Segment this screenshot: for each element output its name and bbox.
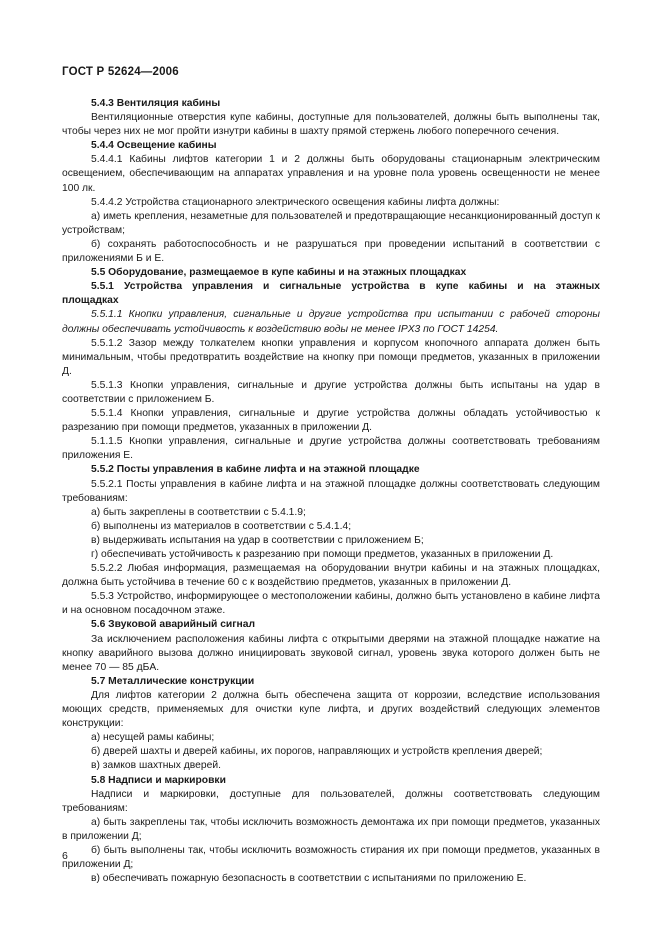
- paragraph: а) быть закреплены в соответствии с 5.4.1.9;: [91, 506, 306, 518]
- paragraph: б) дверей шахты и дверей кабины, их порогов, направляющих и устройств крепления дверей;: [91, 746, 543, 758]
- paragraph: б) выполнены из материалов в соответствии с 5.4.1.4;: [91, 520, 352, 532]
- section-heading: 5.6 Звуковой аварийный сигнал: [91, 619, 256, 631]
- document-header: ГОСТ Р 52624—2006: [62, 66, 179, 78]
- section-heading: 5.5 Оборудование, размещаемое в купе кабины и на этажных площадках: [91, 267, 467, 279]
- paragraph: Надписи и маркировки, доступные для пользователей, должны соответствовать следующим требованиям:: [62, 788, 600, 814]
- section-heading: 5.8 Надписи и маркировки: [91, 774, 226, 786]
- paragraph: 5.5.1.1 Кнопки управления, сигнальные и другие устройства при испытании с рабочей стороны должны обеспечивать устойчивость к воздействию воды не менее IPX3 по ГОСТ 14254.: [62, 309, 600, 335]
- section-heading: 5.7 Металлические конструкции: [91, 675, 255, 687]
- paragraph: 5.5.1.3 Кнопки управления, сигнальные и другие устройства должны быть испытаны на удар в соответствии с приложением Б.: [62, 379, 600, 405]
- paragraph: 5.5.1.2 Зазор между толкателем кнопки управления и корпусом кнопочного аппарата должен быть минимальным, чтобы предотвратить воздействие на кнопку при помощи предметов, указанных в приложении Д.: [62, 337, 600, 377]
- section-heading: 5.5.1 Устройства управления и сигнальные устройства в купе кабины и на этажных площадках: [62, 281, 600, 307]
- section-heading: 5.5.2 Посты управления в кабине лифта и на этажной площадке: [91, 464, 420, 476]
- paragraph: 5.5.1.4 Кнопки управления, сигнальные и другие устройства должны обладать устойчивостью к разрезанию при помощи предметов, указанных в приложении Д.: [62, 408, 600, 434]
- section-heading: 5.4.4 Освещение кабины: [91, 140, 217, 152]
- paragraph: 5.4.4.2 Устройства стационарного электрического освещения кабины лифта должны:: [91, 196, 500, 208]
- paragraph: Для лифтов категории 2 должна быть обеспечена защита от коррозии, вследствие использования моющих средств, применяемых для очистки купе лифта, и других воздействий следующих элементов конструкции:: [62, 689, 600, 730]
- paragraph: г) обеспечивать устойчивость к разрезанию при помощи предметов, указанных в приложении Д.: [91, 549, 554, 560]
- paragraph: в) замков шахтных дверей.: [91, 760, 221, 772]
- paragraph: 5.5.2.1 Посты управления в кабине лифта и на этажной площадке должны соответствовать следующим требованиям:: [62, 478, 600, 504]
- page-number: 6: [62, 850, 68, 862]
- paragraph: а) иметь крепления, незаметные для пользователей и предотвращающие несанкционированный доступ к устройствам;: [62, 210, 600, 236]
- paragraph: 5.4.4.1 Кабины лифтов категории 1 и 2 должны быть оборудованы стационарным электрическим освещением, обеспечивающим на аппаратах управления и на уровне пола уровень освещенности не менее 100 лк.: [62, 154, 600, 194]
- paragraph: Вентиляционные отверстия купе кабины, доступные для пользователей, должны быть выполнены так, чтобы через них не мог пройти изнутри кабины в шахту прямой стержень любого поперечного сечения.: [62, 112, 600, 138]
- paragraph: 5.5.3 Устройство, информирующее о местоположении кабины, должно быть установлено в кабине лифта и на основном посадочном этаже.: [62, 591, 600, 617]
- paragraph: 5.1.1.5 Кнопки управления, сигнальные и другие устройства должны соответствовать требованиям приложения Е.: [62, 436, 600, 462]
- document-body: [62, 97, 600, 886]
- paragraph: б) быть выполнены так, чтобы исключить возможность стирания их при помощи предметов, указанных в приложении Д;: [62, 844, 600, 871]
- paragraph: а) несущей рамы кабины;: [91, 732, 215, 744]
- paragraph: в) обеспечивать пожарную безопасность в соответствии с испытаниями по приложению Е.: [91, 873, 527, 885]
- paragraph: а) быть закреплены так, чтобы исключить возможность демонтажа их при помощи предметов, указанных в приложении Д;: [62, 816, 600, 842]
- section-heading: 5.4.3 Вентиляция кабины: [91, 98, 221, 109]
- paragraph: 5.5.2.2 Любая информация, размещаемая на оборудовании внутри кабины и на этажных площадках, должна быть устойчива в течение 60 с к воздействию предметов, указанных в приложении Д.: [62, 563, 600, 589]
- paragraph: б) сохранять работоспособность и не разрушаться при проведении испытаний в соответствии с приложениями Б и Е.: [62, 238, 600, 265]
- paragraph: За исключением расположения кабины лифта с открытыми дверями на этажной площадке нажатие на кнопку аварийного вызова должно инициировать звуковой сигнал, уровень звука которого должен быть не менее 70 — 85 дБA.: [62, 633, 600, 673]
- paragraph: в) выдерживать испытания на удар в соответствии с приложением Б;: [91, 534, 424, 546]
